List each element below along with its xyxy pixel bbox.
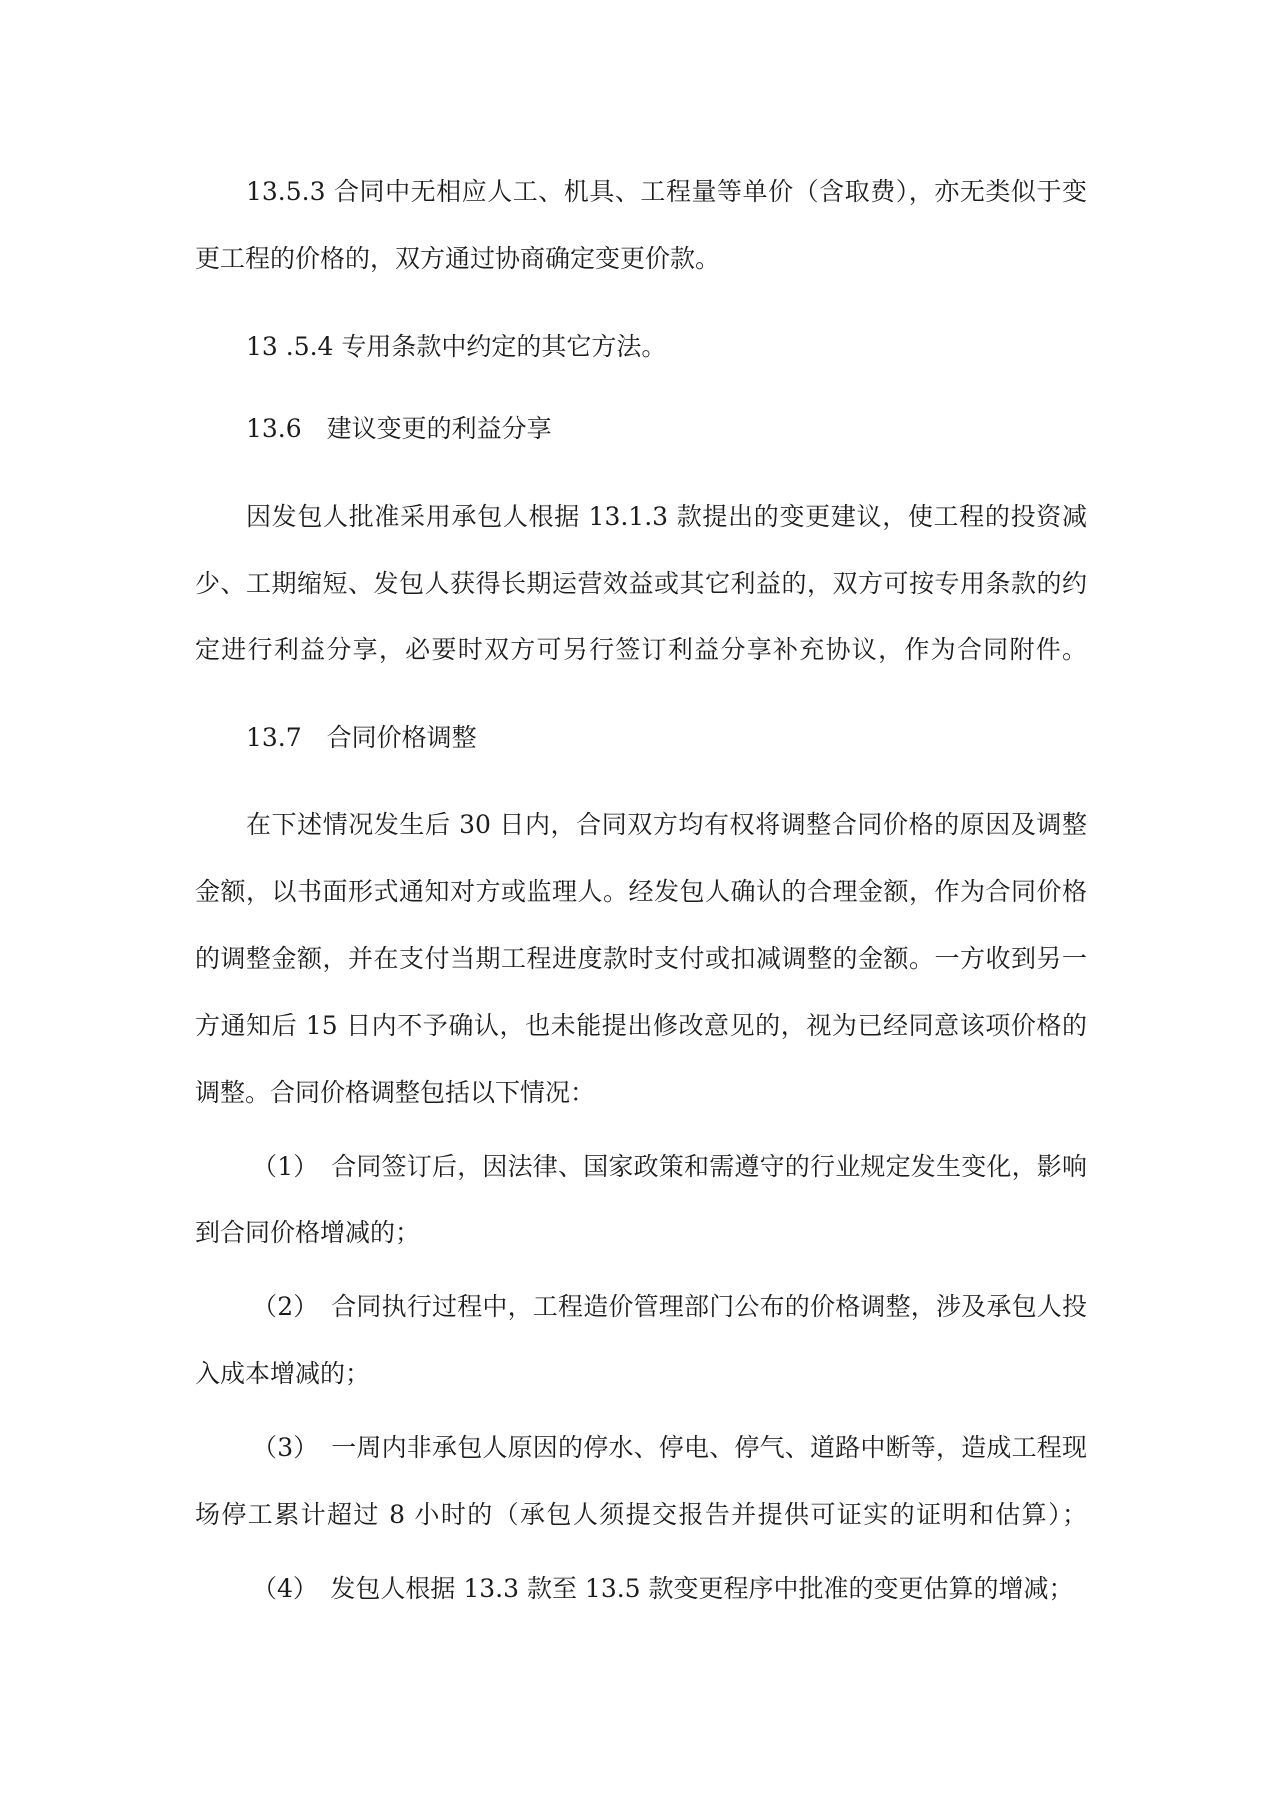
paragraph-13-5-3-line-1: 13.5.3 合同中无相应人工、机具、工程量等单价（含取费），亦无类似于变	[246, 177, 1087, 206]
paragraph-benefit-line-3: 定进行利益分享，必要时双方可另行签订利益分享补充协议，作为合同附件。	[195, 635, 1087, 664]
paragraph-adjustment-line-3: 的调整金额，并在支付当期工程进度款时支付或扣减调整的金额。一方收到另一	[195, 944, 1087, 973]
list-item-1-line-1: （1） 合同签订后，因法律、国家政策和需遵守的行业规定发生变化，影响	[252, 1152, 1087, 1181]
heading-13-7: 13.7 合同价格调整	[246, 723, 477, 752]
paragraph-13-5-4: 13 .5.4 专用条款中约定的其它方法。	[246, 332, 667, 361]
list-item-2-line-1: （2） 合同执行过程中，工程造价管理部门公布的价格调整，涉及承包人投	[252, 1292, 1087, 1321]
paragraph-adjustment-line-5: 调整。合同价格调整包括以下情况：	[195, 1078, 596, 1107]
paragraph-benefit-line-1: 因发包人批准采用承包人根据 13.1.3 款提出的变更建议，使工程的投资减	[246, 502, 1087, 531]
paragraph-13-5-3-line-2: 更工程的价格的，双方通过协商确定变更价款。	[195, 244, 721, 273]
paragraph-benefit-line-2: 少、工期缩短、发包人获得长期运营效益或其它利益的，双方可按专用条款的约	[195, 569, 1087, 598]
list-item-3-line-1: （3） 一周内非承包人原因的停水、停电、停气、道路中断等，造成工程现	[252, 1433, 1087, 1462]
list-item-2-line-2: 入成本增减的；	[195, 1359, 371, 1388]
list-item-4: （4） 发包人根据 13.3 款至 13.5 款变更程序中批准的变更估算的增减；	[252, 1574, 1074, 1603]
paragraph-adjustment-line-4: 方通知后 15 日内不予确认，也未能提出修改意见的，视为已经同意该项价格的	[195, 1011, 1087, 1040]
list-item-3-line-2: 场停工累计超过 8 小时的（承包人须提交报告并提供可证实的证明和估算）；	[195, 1500, 1087, 1529]
list-item-1-line-2: 到合同价格增减的；	[195, 1218, 421, 1247]
heading-13-6: 13.6 建议变更的利益分享	[246, 414, 552, 443]
paragraph-adjustment-line-1: 在下述情况发生后 30 日内，合同双方均有权将调整合同价格的原因及调整	[246, 810, 1087, 839]
paragraph-adjustment-line-2: 金额，以书面形式通知对方或监理人。经发包人确认的合理金额，作为合同价格	[195, 877, 1087, 906]
